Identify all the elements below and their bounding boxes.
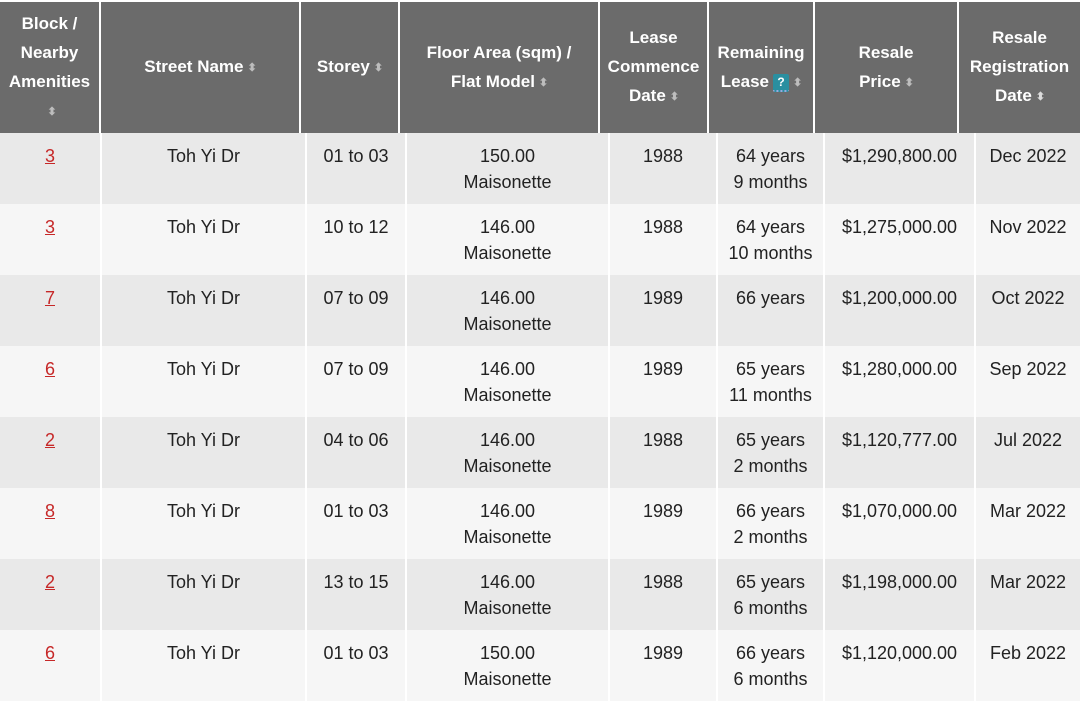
cell-date: Feb 2022 xyxy=(989,643,1067,663)
cell-rem1 xyxy=(718,427,823,479)
cell-storey: 01 to 03 xyxy=(323,146,389,166)
cell-street: Toh Yi Dr xyxy=(166,146,241,166)
cell-lease: 1988 xyxy=(642,217,684,237)
cell-storey: 01 to 03 xyxy=(323,643,389,663)
table-row xyxy=(0,488,1080,559)
table-row xyxy=(0,559,1080,630)
header-remaining-lease[interactable] xyxy=(709,2,813,133)
header-registration-date[interactable] xyxy=(959,2,1080,133)
cell-rem2: 2 months xyxy=(733,527,808,547)
cell-area xyxy=(407,498,608,550)
cell-street: Toh Yi Dr xyxy=(166,359,241,379)
header-price-label: Price xyxy=(859,71,901,91)
block-link[interactable]: 3 xyxy=(44,217,55,237)
cell-area xyxy=(407,569,608,621)
cell-rem1: 66 years xyxy=(735,288,806,308)
cell-area: 150.00 xyxy=(479,643,536,663)
header-reg-label: Resale xyxy=(992,28,1047,47)
cell-block xyxy=(0,569,100,595)
cell-rem1 xyxy=(718,143,823,195)
cell-rem2: 2 months xyxy=(733,456,808,476)
cell-street: Toh Yi Dr xyxy=(166,288,241,308)
table-row xyxy=(0,275,1080,346)
cell-price: $1,120,777.00 xyxy=(841,430,958,450)
table-row xyxy=(0,346,1080,417)
cell-block xyxy=(0,285,100,311)
table-row xyxy=(0,204,1080,275)
block-link[interactable]: 8 xyxy=(44,501,55,521)
cell-area: 146.00 xyxy=(479,217,536,237)
block-link[interactable]: 7 xyxy=(44,288,55,308)
cell-date: Dec 2022 xyxy=(989,146,1067,166)
cell-lease: 1989 xyxy=(642,288,684,308)
header-block-label: Block / xyxy=(21,13,78,33)
header-storey-label: Storey xyxy=(316,57,370,76)
cell-rem2: 9 months xyxy=(733,172,808,192)
help-icon[interactable]: ? xyxy=(773,74,789,92)
sort-icon: ⬍ xyxy=(247,62,256,74)
cell-street: Toh Yi Dr xyxy=(166,430,241,450)
cell-block xyxy=(0,143,100,169)
sort-icon: ⬍ xyxy=(669,91,679,103)
cell-lease: 1988 xyxy=(642,430,684,450)
header-floor-label: Floor Area (sqm) / xyxy=(426,42,572,62)
header-lease-commence[interactable] xyxy=(600,2,707,133)
cell-date: Oct 2022 xyxy=(991,288,1065,308)
cell-area xyxy=(407,285,608,337)
cell-rem2: 10 months xyxy=(728,243,813,263)
header-street-label: Street Name xyxy=(144,57,244,76)
cell-lease: 1989 xyxy=(642,643,684,663)
cell-model: Maisonette xyxy=(463,456,552,476)
header-lease-label: Lease xyxy=(629,28,678,47)
cell-rem1 xyxy=(718,285,823,311)
cell-rem1: 65 years xyxy=(735,572,806,592)
cell-area: 146.00 xyxy=(479,430,536,450)
header-block-label: Amenities xyxy=(8,71,91,91)
cell-price: $1,200,000.00 xyxy=(841,288,958,308)
cell-area xyxy=(407,427,608,479)
cell-price: $1,070,000.00 xyxy=(841,501,958,521)
cell-price: $1,280,000.00 xyxy=(841,359,958,379)
cell-lease: 1988 xyxy=(642,146,684,166)
cell-rem2: 6 months xyxy=(733,669,808,689)
sort-icon: ⬍ xyxy=(904,76,913,89)
cell-storey: 13 to 15 xyxy=(323,572,389,592)
header-floor-area[interactable] xyxy=(400,2,598,133)
header-block-label: Nearby xyxy=(20,42,79,62)
sort-icon: ⬍ xyxy=(538,76,548,89)
cell-storey: 04 to 06 xyxy=(323,430,389,450)
header-lease-label: Date xyxy=(628,86,666,105)
cell-rem2: 6 months xyxy=(733,598,808,618)
cell-area: 146.00 xyxy=(479,501,536,521)
cell-area xyxy=(407,143,608,195)
cell-area xyxy=(407,640,608,692)
header-reg-label: Date xyxy=(994,86,1032,105)
header-lease-label: Commence xyxy=(607,57,700,76)
cell-lease: 1989 xyxy=(642,359,684,379)
cell-area xyxy=(407,356,608,408)
block-link[interactable]: 3 xyxy=(44,146,55,166)
cell-price: $1,275,000.00 xyxy=(841,217,958,237)
table-row xyxy=(0,133,1080,204)
header-resale-price[interactable] xyxy=(815,2,957,133)
sort-icon: ⬍ xyxy=(373,62,383,74)
cell-area xyxy=(407,214,608,266)
header-block[interactable] xyxy=(0,2,99,133)
cell-block xyxy=(0,214,100,240)
cell-rem1: 65 years xyxy=(735,359,806,379)
cell-date: Jul 2022 xyxy=(993,430,1063,450)
cell-rem1 xyxy=(718,640,823,692)
cell-rem1: 64 years xyxy=(735,146,806,166)
cell-model: Maisonette xyxy=(463,172,552,192)
header-reg-label: Registration xyxy=(969,57,1070,76)
header-price-label: Resale xyxy=(858,42,914,62)
cell-rem1 xyxy=(718,214,823,266)
cell-rem1 xyxy=(718,569,823,621)
cell-street: Toh Yi Dr xyxy=(166,643,241,663)
block-link[interactable]: 2 xyxy=(44,430,55,450)
table-row xyxy=(0,630,1080,701)
cell-lease: 1988 xyxy=(642,572,684,592)
cell-area: 150.00 xyxy=(479,146,536,166)
cell-street: Toh Yi Dr xyxy=(166,217,241,237)
cell-lease: 1989 xyxy=(642,501,684,521)
table-header xyxy=(0,0,1080,133)
cell-block xyxy=(0,356,100,382)
cell-street: Toh Yi Dr xyxy=(166,501,241,521)
cell-date: Nov 2022 xyxy=(989,217,1067,237)
block-link[interactable]: 6 xyxy=(44,359,55,379)
cell-price: $1,290,800.00 xyxy=(841,146,958,166)
header-remaining-label: Remaining xyxy=(717,42,805,62)
cell-date: Mar 2022 xyxy=(989,572,1067,592)
cell-rem1: 65 years xyxy=(735,430,806,450)
cell-rem2: 11 months xyxy=(729,385,812,405)
cell-area: 146.00 xyxy=(479,572,536,592)
cell-price: $1,120,000.00 xyxy=(841,643,958,663)
cell-model: Maisonette xyxy=(463,314,552,334)
cell-rem1 xyxy=(718,356,823,408)
cell-model: Maisonette xyxy=(463,669,552,689)
cell-block xyxy=(0,640,100,666)
header-floor-label: Flat Model xyxy=(450,71,535,91)
cell-model: Maisonette xyxy=(463,527,552,547)
cell-model: Maisonette xyxy=(463,385,552,405)
cell-block xyxy=(0,427,100,453)
header-remaining-label: Lease xyxy=(720,71,769,91)
sort-desc-icon: ⬍ xyxy=(1035,91,1045,103)
cell-storey: 07 to 09 xyxy=(323,288,389,308)
block-link[interactable]: 2 xyxy=(44,572,55,592)
cell-model: Maisonette xyxy=(463,598,552,618)
cell-rem1 xyxy=(718,498,823,550)
cell-storey: 10 to 12 xyxy=(323,217,389,237)
cell-storey: 01 to 03 xyxy=(323,501,389,521)
cell-date: Mar 2022 xyxy=(989,501,1067,521)
sort-icon: ⬍ xyxy=(47,105,56,118)
cell-storey: 07 to 09 xyxy=(323,359,389,379)
cell-rem1: 66 years xyxy=(735,501,806,521)
cell-price: $1,198,000.00 xyxy=(841,572,958,592)
block-link[interactable]: 6 xyxy=(44,643,55,663)
cell-model: Maisonette xyxy=(463,243,552,263)
table-row xyxy=(0,417,1080,488)
header-street[interactable] xyxy=(101,2,299,133)
header-storey[interactable] xyxy=(301,2,398,133)
cell-rem1: 64 years xyxy=(735,217,806,237)
cell-date: Sep 2022 xyxy=(989,359,1067,379)
cell-rem1: 66 years xyxy=(735,643,806,663)
sort-icon: ⬍ xyxy=(792,76,802,89)
cell-street: Toh Yi Dr xyxy=(166,572,241,592)
cell-area: 146.00 xyxy=(479,359,536,379)
cell-block xyxy=(0,498,100,524)
cell-area: 146.00 xyxy=(479,288,536,308)
